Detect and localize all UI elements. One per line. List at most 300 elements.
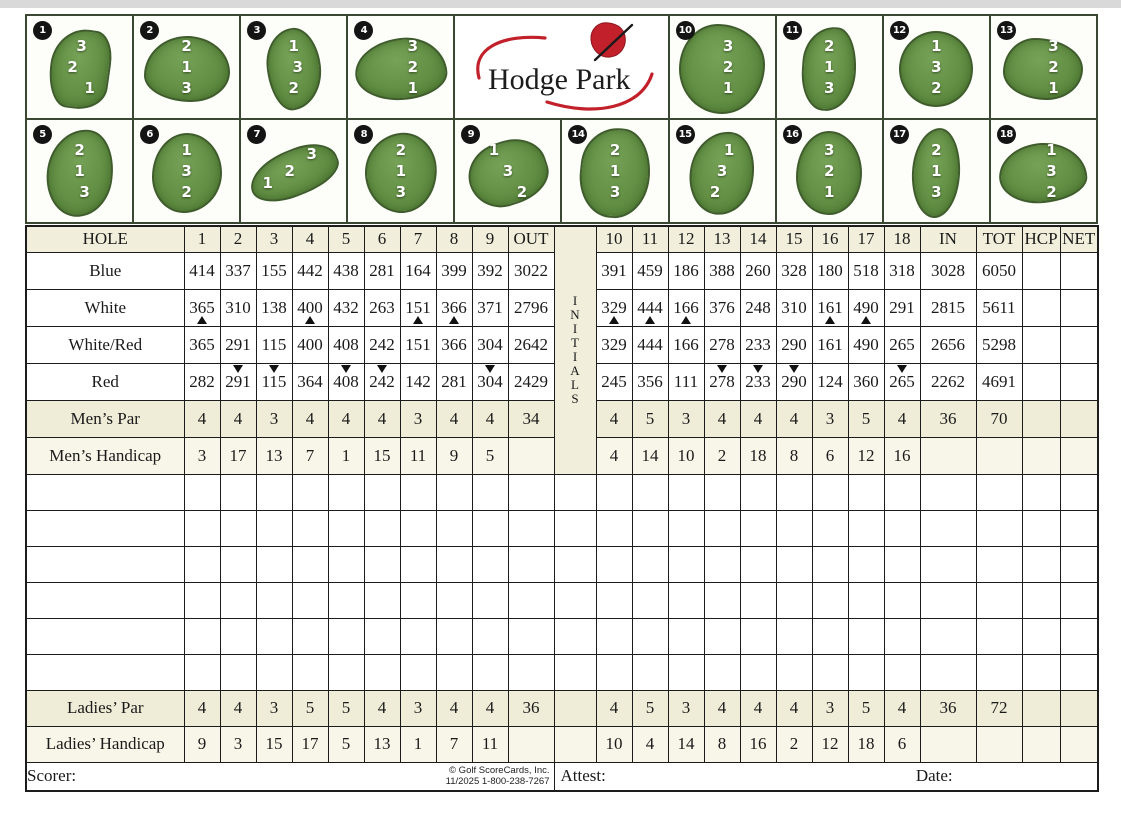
score-cell[interactable] bbox=[848, 510, 884, 546]
score-value: 8 bbox=[776, 437, 812, 474]
score-value: 282 bbox=[184, 363, 220, 400]
initials-cell[interactable] bbox=[554, 546, 596, 582]
score-value: 4 bbox=[220, 400, 256, 437]
score-cell[interactable] bbox=[472, 510, 508, 546]
score-cell[interactable] bbox=[1060, 726, 1098, 762]
score-cell[interactable] bbox=[740, 582, 776, 618]
score-cell[interactable] bbox=[668, 582, 704, 618]
score-value: 364 bbox=[292, 363, 328, 400]
score-value: 15 bbox=[256, 726, 292, 762]
initials-cell[interactable] bbox=[554, 474, 596, 510]
score-cell[interactable] bbox=[776, 618, 812, 654]
score-cell[interactable] bbox=[328, 474, 364, 510]
score-cell[interactable] bbox=[596, 654, 632, 690]
score-cell[interactable] bbox=[704, 654, 740, 690]
score-cell[interactable] bbox=[400, 582, 436, 618]
hole-number-badge: 5 bbox=[33, 125, 52, 144]
score-cell[interactable] bbox=[220, 474, 256, 510]
score-cell[interactable] bbox=[292, 582, 328, 618]
score-cell[interactable] bbox=[976, 474, 1022, 510]
col-header: 13 bbox=[704, 226, 740, 252]
score-value: 328 bbox=[776, 252, 812, 289]
red-tee-marker-icon bbox=[897, 365, 907, 373]
score-cell[interactable] bbox=[668, 654, 704, 690]
score-cell[interactable] bbox=[812, 546, 848, 582]
score-cell[interactable] bbox=[596, 582, 632, 618]
pin-position-label: 1 bbox=[488, 141, 500, 159]
score-cell[interactable] bbox=[976, 654, 1022, 690]
score-value: 265 bbox=[884, 326, 920, 363]
red-tee-marker-icon bbox=[233, 365, 243, 373]
header-row bbox=[26, 226, 1098, 252]
score-cell[interactable] bbox=[292, 546, 328, 582]
row-label-red: Red bbox=[26, 363, 184, 400]
score-cell[interactable] bbox=[848, 654, 884, 690]
score-value: 233 bbox=[740, 326, 776, 363]
hole-diagram-14 bbox=[561, 119, 668, 223]
score-cell[interactable] bbox=[884, 510, 920, 546]
score-value: 151 bbox=[400, 326, 436, 363]
score-cell[interactable] bbox=[884, 582, 920, 618]
col-header-out: OUT bbox=[508, 226, 554, 252]
score-value: 278 bbox=[704, 363, 740, 400]
score-cell[interactable] bbox=[920, 726, 976, 762]
red-tee-marker-icon bbox=[753, 365, 763, 373]
score-cell[interactable] bbox=[976, 437, 1022, 474]
score-value: 4 bbox=[704, 400, 740, 437]
score-value: 4 bbox=[472, 690, 508, 726]
score-cell[interactable] bbox=[812, 618, 848, 654]
player-name-cell[interactable] bbox=[26, 474, 184, 510]
score-cell[interactable] bbox=[1022, 690, 1060, 726]
score-value: 459 bbox=[632, 252, 668, 289]
score-value: 1 bbox=[328, 437, 364, 474]
score-cell[interactable] bbox=[1060, 690, 1098, 726]
score-cell[interactable] bbox=[508, 546, 554, 582]
score-cell[interactable] bbox=[740, 618, 776, 654]
date-label: Date: bbox=[915, 766, 953, 786]
score-cell[interactable] bbox=[1022, 654, 1060, 690]
score-cell[interactable] bbox=[632, 654, 668, 690]
initials-cell[interactable] bbox=[554, 690, 596, 726]
initials-cell[interactable] bbox=[554, 582, 596, 618]
score-cell[interactable] bbox=[328, 582, 364, 618]
score-cell[interactable] bbox=[848, 546, 884, 582]
hole-diagram-2 bbox=[133, 15, 240, 119]
col-header: 16 bbox=[812, 226, 848, 252]
score-value: 290 bbox=[776, 363, 812, 400]
score-value: 3022 bbox=[508, 252, 554, 289]
score-value: 2656 bbox=[920, 326, 976, 363]
score-cell[interactable] bbox=[508, 582, 554, 618]
score-value: 5611 bbox=[976, 289, 1022, 326]
score-value: 13 bbox=[364, 726, 400, 762]
score-cell[interactable] bbox=[292, 618, 328, 654]
score-value: 166 bbox=[668, 289, 704, 326]
score-cell[interactable] bbox=[472, 546, 508, 582]
red-tee-marker-icon bbox=[789, 365, 799, 373]
score-cell[interactable] bbox=[776, 546, 812, 582]
score-cell[interactable] bbox=[220, 654, 256, 690]
score-cell[interactable] bbox=[812, 510, 848, 546]
copyright-line2: 11/2025 1-800-238-7267 bbox=[445, 776, 550, 788]
hole-diagram-4 bbox=[347, 15, 454, 119]
score-value: 3028 bbox=[920, 252, 976, 289]
score-cell[interactable] bbox=[1022, 618, 1060, 654]
score-cell[interactable] bbox=[184, 582, 220, 618]
initials-cell[interactable] bbox=[554, 510, 596, 546]
score-cell[interactable] bbox=[1022, 363, 1060, 400]
initials-letter: I bbox=[572, 321, 578, 337]
score-cell[interactable] bbox=[184, 546, 220, 582]
score-value: 36 bbox=[920, 400, 976, 437]
white-tee-marker-icon bbox=[861, 316, 871, 324]
score-cell[interactable] bbox=[812, 474, 848, 510]
pin-position-label: 2 bbox=[67, 58, 78, 76]
red-tee-marker-icon bbox=[341, 365, 351, 373]
score-cell[interactable] bbox=[596, 618, 632, 654]
score-value: 70 bbox=[976, 400, 1022, 437]
pin-position-label: 1 bbox=[609, 162, 621, 180]
score-entry-row bbox=[26, 510, 1098, 546]
score-cell[interactable] bbox=[884, 654, 920, 690]
pin-position-label: 1 bbox=[1046, 141, 1057, 159]
score-cell[interactable] bbox=[508, 618, 554, 654]
attest-cell[interactable] bbox=[554, 762, 1098, 791]
score-cell[interactable] bbox=[976, 546, 1022, 582]
pin-position-label: 1 bbox=[84, 79, 95, 97]
score-cell[interactable] bbox=[508, 437, 554, 474]
score-cell[interactable] bbox=[668, 546, 704, 582]
hole-diagram-12 bbox=[883, 15, 990, 119]
score-cell[interactable] bbox=[1060, 252, 1098, 289]
score-cell[interactable] bbox=[364, 546, 400, 582]
score-cell[interactable] bbox=[1022, 510, 1060, 546]
course-logo-graphic bbox=[455, 16, 669, 120]
white-tee-marker-icon bbox=[681, 316, 691, 324]
score-cell[interactable] bbox=[740, 546, 776, 582]
score-cell[interactable] bbox=[632, 546, 668, 582]
player-name-cell[interactable] bbox=[26, 582, 184, 618]
score-cell[interactable] bbox=[596, 510, 632, 546]
col-header: 11 bbox=[632, 226, 668, 252]
score-cell[interactable] bbox=[776, 510, 812, 546]
score-cell[interactable] bbox=[976, 582, 1022, 618]
score-cell[interactable] bbox=[256, 474, 292, 510]
score-cell[interactable] bbox=[884, 618, 920, 654]
score-cell[interactable] bbox=[920, 437, 976, 474]
score-cell[interactable] bbox=[508, 474, 554, 510]
score-cell[interactable] bbox=[1022, 252, 1060, 289]
pin-position-label: 3 bbox=[79, 183, 90, 201]
pin-position-label: 1 bbox=[722, 79, 734, 97]
initials-letter: S bbox=[571, 391, 579, 407]
initials-cell[interactable] bbox=[554, 618, 596, 654]
score-cell[interactable] bbox=[436, 510, 472, 546]
score-cell[interactable] bbox=[812, 654, 848, 690]
score-cell[interactable] bbox=[704, 474, 740, 510]
score-cell[interactable] bbox=[1060, 582, 1098, 618]
col-header: 8 bbox=[436, 226, 472, 252]
score-value: 2262 bbox=[920, 363, 976, 400]
score-value: 5 bbox=[292, 690, 328, 726]
score-value: 366 bbox=[436, 326, 472, 363]
score-value: 432 bbox=[328, 289, 364, 326]
score-cell[interactable] bbox=[1060, 363, 1098, 400]
col-header-hole: HOLE bbox=[26, 226, 184, 252]
score-entry-row bbox=[26, 546, 1098, 582]
col-header: 14 bbox=[740, 226, 776, 252]
pin-position-label: 2 bbox=[516, 183, 528, 201]
score-cell[interactable] bbox=[920, 510, 976, 546]
score-cell[interactable] bbox=[1022, 437, 1060, 474]
hole-number-badge: 14 bbox=[568, 125, 587, 144]
score-cell[interactable] bbox=[1060, 326, 1098, 363]
score-value: 5 bbox=[328, 726, 364, 762]
score-cell[interactable] bbox=[740, 510, 776, 546]
score-cell[interactable] bbox=[668, 474, 704, 510]
score-cell[interactable] bbox=[220, 618, 256, 654]
score-cell[interactable] bbox=[436, 582, 472, 618]
pin-position-label: 3 bbox=[306, 145, 317, 163]
col-header: 5 bbox=[328, 226, 364, 252]
score-cell[interactable] bbox=[508, 726, 554, 762]
score-cell[interactable] bbox=[256, 618, 292, 654]
score-cell[interactable] bbox=[920, 474, 976, 510]
score-cell[interactable] bbox=[472, 654, 508, 690]
initials-cell[interactable] bbox=[554, 726, 596, 762]
pin-position-label: 2 bbox=[931, 79, 942, 97]
red-tee-marker-icon bbox=[269, 365, 279, 373]
score-cell[interactable] bbox=[184, 474, 220, 510]
score-cell[interactable] bbox=[812, 582, 848, 618]
score-cell[interactable] bbox=[704, 582, 740, 618]
score-cell[interactable] bbox=[668, 510, 704, 546]
pin-position-label: 2 bbox=[181, 37, 192, 55]
score-cell[interactable] bbox=[364, 510, 400, 546]
score-cell[interactable] bbox=[920, 618, 976, 654]
score-cell[interactable] bbox=[848, 618, 884, 654]
score-cell[interactable] bbox=[508, 510, 554, 546]
score-cell[interactable] bbox=[400, 654, 436, 690]
score-entry-row bbox=[26, 582, 1098, 618]
score-cell[interactable] bbox=[740, 474, 776, 510]
score-cell[interactable] bbox=[776, 474, 812, 510]
score-cell[interactable] bbox=[184, 654, 220, 690]
score-cell[interactable] bbox=[976, 726, 1022, 762]
score-cell[interactable] bbox=[1060, 654, 1098, 690]
score-cell[interactable] bbox=[740, 654, 776, 690]
score-cell[interactable] bbox=[704, 618, 740, 654]
score-value: 291 bbox=[220, 326, 256, 363]
score-cell[interactable] bbox=[920, 654, 976, 690]
player-name-cell[interactable] bbox=[26, 546, 184, 582]
score-cell[interactable] bbox=[400, 546, 436, 582]
pin-position-label: 3 bbox=[292, 58, 303, 76]
score-cell[interactable] bbox=[848, 474, 884, 510]
score-cell[interactable] bbox=[436, 618, 472, 654]
score-cell[interactable] bbox=[1022, 400, 1060, 437]
hole-diagram-10 bbox=[669, 15, 776, 119]
score-cell[interactable] bbox=[976, 618, 1022, 654]
score-cell[interactable] bbox=[400, 474, 436, 510]
score-value: 408 bbox=[328, 363, 364, 400]
score-value: 115 bbox=[256, 326, 292, 363]
score-cell[interactable] bbox=[220, 582, 256, 618]
player-name-cell[interactable] bbox=[26, 654, 184, 690]
score-cell[interactable] bbox=[596, 546, 632, 582]
score-cell[interactable] bbox=[668, 618, 704, 654]
score-cell[interactable] bbox=[1022, 546, 1060, 582]
score-cell[interactable] bbox=[184, 618, 220, 654]
red-tee-marker-icon bbox=[485, 365, 495, 373]
score-cell[interactable] bbox=[920, 546, 976, 582]
score-cell[interactable] bbox=[364, 618, 400, 654]
col-header: 12 bbox=[668, 226, 704, 252]
score-value: 13 bbox=[256, 437, 292, 474]
white-tee-marker-icon bbox=[449, 316, 459, 324]
score-value: 376 bbox=[704, 289, 740, 326]
score-cell[interactable] bbox=[1022, 326, 1060, 363]
score-value: 5 bbox=[632, 690, 668, 726]
score-value: 310 bbox=[776, 289, 812, 326]
initials-letter: N bbox=[570, 307, 580, 323]
score-value: 233 bbox=[740, 363, 776, 400]
score-cell[interactable] bbox=[776, 654, 812, 690]
score-cell[interactable] bbox=[1060, 289, 1098, 326]
score-cell[interactable] bbox=[328, 654, 364, 690]
score-cell[interactable] bbox=[776, 582, 812, 618]
score-cell[interactable] bbox=[328, 618, 364, 654]
score-cell[interactable] bbox=[472, 618, 508, 654]
score-cell[interactable] bbox=[364, 582, 400, 618]
score-cell[interactable] bbox=[1060, 546, 1098, 582]
col-header: 1 bbox=[184, 226, 220, 252]
initials-letter: I bbox=[572, 293, 578, 309]
score-cell[interactable] bbox=[292, 510, 328, 546]
score-value: 391 bbox=[596, 252, 632, 289]
initials-column[interactable] bbox=[554, 226, 596, 474]
initials-letter: L bbox=[571, 377, 579, 393]
score-value: 2 bbox=[776, 726, 812, 762]
score-cell[interactable] bbox=[1022, 582, 1060, 618]
col-header: 15 bbox=[776, 226, 812, 252]
score-cell[interactable] bbox=[632, 582, 668, 618]
hole-number-badge: 13 bbox=[997, 21, 1016, 40]
score-cell[interactable] bbox=[220, 510, 256, 546]
score-cell[interactable] bbox=[1060, 474, 1098, 510]
row-label-men-s-handicap: Men’s Handicap bbox=[26, 437, 184, 474]
score-cell[interactable] bbox=[884, 546, 920, 582]
col-header: 18 bbox=[884, 226, 920, 252]
white-tee-marker-icon bbox=[825, 316, 835, 324]
course-logo-text: Hodge Park bbox=[488, 63, 631, 96]
initials-cell[interactable] bbox=[554, 654, 596, 690]
score-value: 290 bbox=[776, 326, 812, 363]
score-value: 365 bbox=[184, 326, 220, 363]
initials-letter: A bbox=[570, 363, 580, 379]
score-cell[interactable] bbox=[436, 474, 472, 510]
score-cell[interactable] bbox=[848, 582, 884, 618]
player-name-cell[interactable] bbox=[26, 618, 184, 654]
score-cell[interactable] bbox=[364, 474, 400, 510]
hole-diagram-3 bbox=[240, 15, 347, 119]
pin-position-label: 3 bbox=[931, 58, 942, 76]
score-entry-row bbox=[26, 474, 1098, 510]
score-cell[interactable] bbox=[184, 510, 220, 546]
score-cell[interactable] bbox=[292, 654, 328, 690]
hole-diagram-17 bbox=[883, 119, 990, 223]
score-cell[interactable] bbox=[1022, 726, 1060, 762]
score-cell[interactable] bbox=[436, 546, 472, 582]
score-value: 281 bbox=[364, 252, 400, 289]
score-cell[interactable] bbox=[256, 654, 292, 690]
score-value: 6 bbox=[884, 726, 920, 762]
score-cell[interactable] bbox=[328, 510, 364, 546]
score-cell[interactable] bbox=[596, 474, 632, 510]
score-cell[interactable] bbox=[632, 474, 668, 510]
score-cell[interactable] bbox=[1060, 437, 1098, 474]
score-value: 265 bbox=[884, 363, 920, 400]
score-cell[interactable] bbox=[508, 654, 554, 690]
score-value: 310 bbox=[220, 289, 256, 326]
pin-position-label: 2 bbox=[181, 183, 192, 201]
score-cell[interactable] bbox=[256, 510, 292, 546]
pin-position-label: 2 bbox=[74, 141, 85, 159]
score-cell[interactable] bbox=[1022, 474, 1060, 510]
score-value: 3 bbox=[256, 400, 292, 437]
score-cell[interactable] bbox=[1060, 618, 1098, 654]
pin-position-label: 1 bbox=[181, 58, 192, 76]
score-cell[interactable] bbox=[704, 546, 740, 582]
score-cell[interactable] bbox=[472, 582, 508, 618]
score-cell[interactable] bbox=[436, 654, 472, 690]
score-value: 438 bbox=[328, 252, 364, 289]
score-cell[interactable] bbox=[704, 510, 740, 546]
score-cell[interactable] bbox=[632, 618, 668, 654]
score-cell[interactable] bbox=[400, 618, 436, 654]
score-cell[interactable] bbox=[1060, 510, 1098, 546]
initials-letter: T bbox=[571, 335, 579, 351]
pin-position-label: 3 bbox=[502, 162, 514, 180]
score-value: 4 bbox=[704, 690, 740, 726]
score-value: 4 bbox=[292, 400, 328, 437]
score-cell[interactable] bbox=[1060, 400, 1098, 437]
score-cell[interactable] bbox=[1022, 289, 1060, 326]
score-cell[interactable] bbox=[256, 582, 292, 618]
score-cell[interactable] bbox=[400, 510, 436, 546]
player-name-cell[interactable] bbox=[26, 510, 184, 546]
score-cell[interactable] bbox=[256, 546, 292, 582]
score-cell[interactable] bbox=[220, 546, 256, 582]
score-value: 72 bbox=[976, 690, 1022, 726]
score-cell[interactable] bbox=[884, 474, 920, 510]
score-cell[interactable] bbox=[920, 582, 976, 618]
score-cell[interactable] bbox=[364, 654, 400, 690]
score-value: 4 bbox=[884, 400, 920, 437]
score-cell[interactable] bbox=[292, 474, 328, 510]
score-value: 4 bbox=[328, 400, 364, 437]
score-cell[interactable] bbox=[328, 546, 364, 582]
hole-diagram-6 bbox=[133, 119, 240, 223]
score-value: 12 bbox=[812, 726, 848, 762]
pin-position-label: 3 bbox=[76, 37, 87, 55]
score-cell[interactable] bbox=[976, 510, 1022, 546]
score-cell[interactable] bbox=[632, 510, 668, 546]
scorer-cell[interactable] bbox=[26, 762, 554, 791]
score-value: 161 bbox=[812, 289, 848, 326]
score-cell[interactable] bbox=[472, 474, 508, 510]
